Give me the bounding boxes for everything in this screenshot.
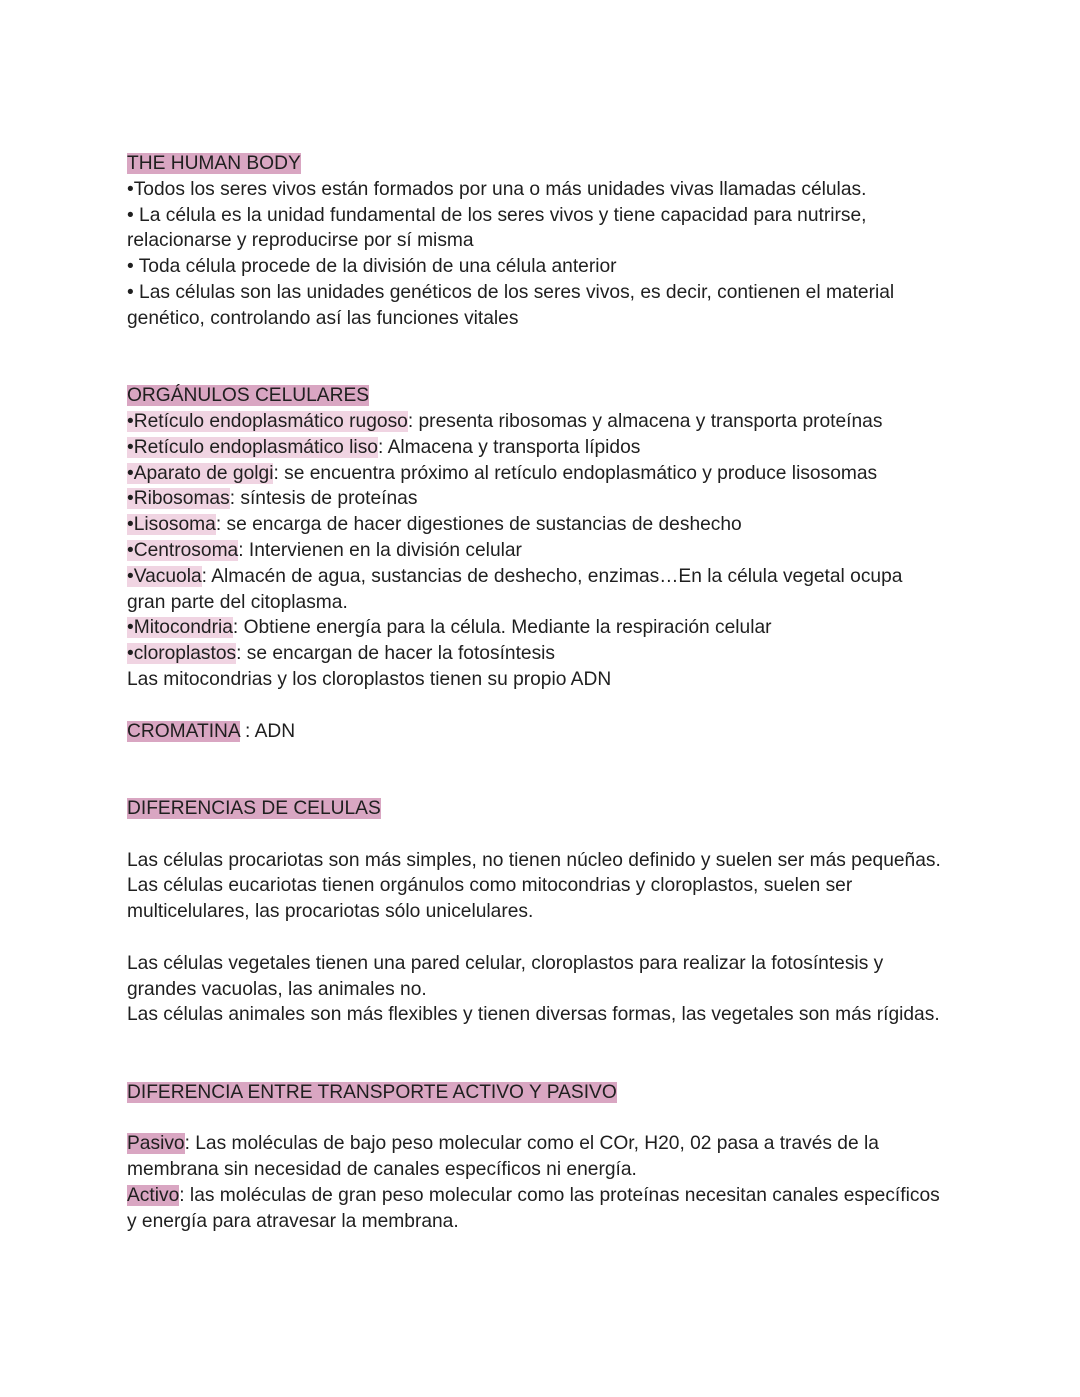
definition: : ADN bbox=[239, 720, 296, 742]
definition: : se encuentra próximo al retículo endoplasmático y produce lisosomas bbox=[273, 462, 878, 484]
document-page bbox=[127, 151, 957, 1234]
paragraph-line: Las células vegetales tienen una pared celular, cloroplastos para realizar la fotosíntesis y bbox=[127, 952, 884, 974]
paragraph-line: Las células animales son más flexibles y tienen diversas formas, las vegetales son más rígidas. bbox=[127, 1004, 940, 1026]
spacer bbox=[127, 693, 957, 719]
heading-transporte: DIFERENCIA ENTRE TRANSPORTE ACTIVO Y PASIVO bbox=[127, 1081, 617, 1103]
paragraph-line: multicelulares, las procariotas sólo unicelulares. bbox=[127, 901, 534, 923]
section-human-body bbox=[127, 151, 957, 332]
section-transporte bbox=[127, 1080, 957, 1235]
list-item bbox=[127, 512, 957, 538]
definition: : se encarga de hacer digestiones de sustancias de deshecho bbox=[215, 514, 742, 536]
list-item bbox=[127, 461, 957, 487]
section-organulos bbox=[127, 383, 957, 693]
spacer bbox=[127, 1105, 957, 1131]
paragraph-line: • Las células son las unidades genéticos de los seres vivos, es decir, contienen el material bbox=[127, 281, 895, 303]
paragraph-line: •Todos los seres vivos están formados por una o más unidades vivas llamadas células. bbox=[127, 178, 867, 200]
definition: : síntesis de proteínas bbox=[229, 488, 418, 510]
term: •Centrosoma bbox=[127, 539, 239, 561]
term: •Vacuola bbox=[127, 565, 202, 587]
paragraph-line: grandes vacuolas, las animales no. bbox=[127, 978, 427, 1000]
heading-human-body: THE HUMAN BODY bbox=[127, 153, 301, 174]
spacer bbox=[127, 744, 957, 796]
list-item bbox=[127, 641, 957, 667]
spacer bbox=[127, 332, 957, 384]
list-item-continuation: gran parte del citoplasma. bbox=[127, 591, 348, 613]
definition: : Almacén de agua, sustancias de deshecho, enzimas…En la célula vegetal ocupa bbox=[201, 565, 903, 587]
paragraph-line: Las células eucariotas tienen orgánulos como mitocondrias y cloroplastos, suelen ser bbox=[127, 875, 853, 897]
paragraph-line: relacionarse y reproducirse por sí misma bbox=[127, 230, 474, 252]
paragraph-line: Las células procariotas son más simples, no tienen núcleo definido y suelen ser más pequeñas. bbox=[127, 849, 941, 871]
term: Pasivo bbox=[127, 1133, 185, 1155]
list-item bbox=[127, 409, 957, 435]
definition: : se encargan de hacer la fotosíntesis bbox=[236, 643, 556, 665]
heading-organulos: ORGÁNULOS CELULARES bbox=[127, 385, 370, 407]
spacer bbox=[127, 1028, 957, 1080]
cromatina-line bbox=[127, 719, 957, 745]
list-item bbox=[127, 615, 957, 641]
definition: : Obtiene energía para la célula. Mediante la respiración celular bbox=[232, 617, 772, 639]
term: •Aparato de golgi bbox=[127, 462, 274, 484]
section-cromatina bbox=[127, 719, 957, 745]
paragraph-line: y energía para atravesar la membrana. bbox=[127, 1210, 459, 1232]
term: •Retículo endoplasmático rugoso bbox=[127, 410, 408, 432]
paragraph-line: genético, controlando así las funciones vitales bbox=[127, 307, 519, 329]
term: •Ribosomas bbox=[127, 488, 230, 510]
section-diferencias bbox=[127, 796, 957, 1028]
definition: : Las moléculas de bajo peso molecular como el COr, H20, 02 pasa a través de la bbox=[184, 1133, 879, 1155]
definition: : presenta ribosomas y almacena y transporta proteínas bbox=[407, 410, 883, 432]
definition: : Intervienen en la división celular bbox=[238, 539, 522, 561]
list-item bbox=[127, 564, 957, 590]
definition: : Almacena y transporta lípidos bbox=[377, 436, 641, 458]
activo-line bbox=[127, 1183, 957, 1209]
spacer bbox=[127, 822, 957, 848]
term: •Retículo endoplasmático liso bbox=[127, 436, 378, 458]
pasivo-line bbox=[127, 1131, 957, 1157]
term: •Mitocondria bbox=[127, 617, 233, 639]
term: •Lisosoma bbox=[127, 514, 216, 536]
paragraph-line: Las mitocondrias y los cloroplastos tienen su propio ADN bbox=[127, 668, 612, 690]
paragraph-line: • La célula es la unidad fundamental de los seres vivos y tiene capacidad para nutrirse, bbox=[127, 204, 867, 226]
list-item bbox=[127, 435, 957, 461]
paragraph-line: • Toda célula procede de la división de una célula anterior bbox=[127, 256, 617, 278]
term: •cloroplastos bbox=[127, 643, 237, 665]
term: Activo bbox=[127, 1184, 180, 1206]
heading-diferencias: DIFERENCIAS DE CELULAS bbox=[127, 797, 381, 819]
definition: : las moléculas de gran peso molecular como las proteínas necesitan canales específicos bbox=[179, 1184, 940, 1206]
paragraph-line: membrana sin necesidad de canales específicos ni energía. bbox=[127, 1159, 637, 1181]
list-item bbox=[127, 538, 957, 564]
term: CROMATINA bbox=[127, 720, 240, 742]
spacer bbox=[127, 925, 957, 951]
list-item bbox=[127, 486, 957, 512]
